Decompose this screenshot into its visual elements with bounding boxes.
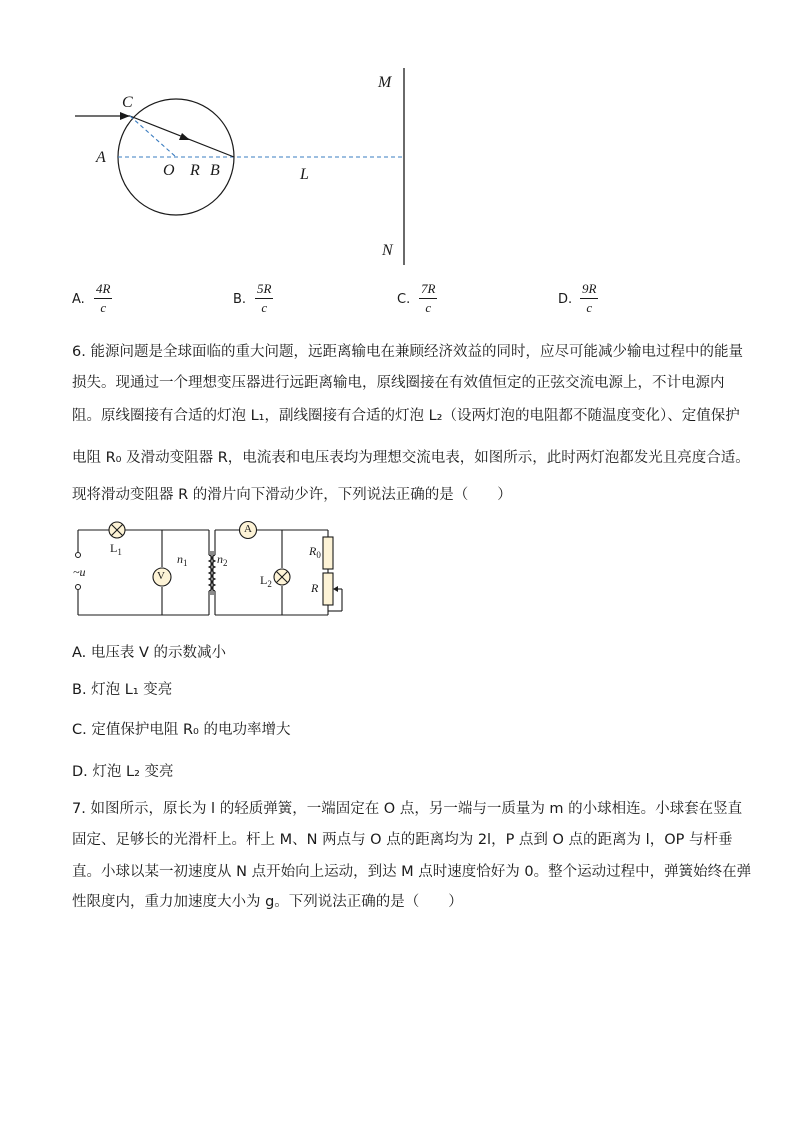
label-l: L [300, 166, 309, 183]
q6-line-5: 现将滑动变阻器 R 的滑片向下滑动少许，下列说法正确的是（ ） [72, 487, 512, 503]
label-n: N [382, 242, 393, 259]
voltmeter-label: V [157, 570, 165, 582]
q5-option-b-den: c [261, 300, 268, 315]
q5-option-b-num: 5R [255, 281, 273, 299]
refracted-arrow [179, 133, 190, 140]
q5-option-c-fraction [419, 281, 437, 316]
q5-option-b-fraction [255, 281, 273, 316]
q6-option-d: D. 灯泡 L₂ 变亮 [72, 764, 174, 780]
label-o: O [163, 162, 175, 179]
q7-line-3: 直。小球以某一初速度从 N 点开始向上运动，到达 M 点时速度恰好为 0。整个运动过程中，弹簧始终在弹 [72, 864, 752, 880]
label-b: B [210, 162, 220, 179]
q6-option-b: B. 灯泡 L₁ 变亮 [72, 682, 173, 698]
rheostat-r [323, 573, 333, 605]
q6-option-a: A. 电压表 V 的示数减小 [72, 645, 227, 661]
circuit-label-u: ~u [73, 565, 86, 579]
normal-line [130, 116, 176, 157]
circuit-label-l1 [110, 541, 122, 557]
q7-line-4: 性限度内，重力加速度大小为 g。下列说法正确的是（ ） [72, 894, 463, 910]
q5-option-d-den: c [586, 300, 593, 315]
q5-option-d-fraction [580, 281, 598, 316]
n2-sub: 2 [223, 558, 228, 568]
q5-option-a-letter: A. [72, 292, 85, 307]
rheostat-slider-arrow [333, 586, 338, 592]
r0-sub: 0 [316, 550, 321, 560]
circuit-label-n1 [177, 552, 188, 568]
q6-option-c: C. 定值保护电阻 R₀ 的电功率增大 [72, 722, 291, 738]
lamp-l1-symbol [109, 522, 125, 538]
q5-option-b-letter: B. [233, 292, 247, 307]
q7-line-2: 固定、足够长的光滑杆上。杆上 M、N 两点与 O 点的距离均为 2l，P 点到 O 点的距离为 l，OP 与杆垂 [72, 832, 733, 848]
q5-option-d-num: 9R [580, 281, 598, 299]
ammeter-label: A [244, 523, 252, 535]
optics-diagram [60, 60, 420, 270]
circuit-diagram [70, 515, 360, 623]
l2-letter: L [260, 573, 268, 587]
q5-option-c-letter: C. [397, 292, 411, 307]
label-r: R [190, 162, 200, 179]
label-a: A [96, 149, 106, 166]
terminal-top [76, 553, 81, 558]
q6-line-1: 6. 能源问题是全球面临的重大问题，远距离输电在兼顾经济效益的同时，应尽可能减少输电过程中的能量 [72, 344, 743, 360]
circuit-label-n2 [217, 552, 228, 568]
q5-option-a-fraction [94, 281, 112, 316]
circuit-figure [70, 515, 360, 623]
lamp-l2-symbol [274, 569, 290, 585]
terminal-bottom [76, 585, 81, 590]
q5-option-d-letter: D. [558, 292, 573, 307]
q6-line-3: 阻。原线圈接有合适的灯泡 L₁，副线圈接有合适的灯泡 L₂（设两灯泡的电阻都不随温度变化）、定值保护 [72, 408, 740, 424]
circuit-label-r: R [311, 581, 319, 595]
n1-sub: 1 [183, 558, 188, 568]
q6-line-2: 损失。现通过一个理想变压器进行远距离输电，原线圈接在有效值恒定的正弦交流电源上，不计电源内 [72, 375, 725, 391]
incident-arrow [120, 112, 130, 120]
n1-letter: n [177, 552, 183, 566]
q6-line-4: 电阻 R₀ 及滑动变阻器 R，电流表和电压表均为理想交流电表，如图所示，此时两灯泡都发光且亮度合适。 [72, 450, 750, 466]
n2-letter: n [217, 552, 223, 566]
label-m: M [378, 74, 392, 91]
r0-letter: R [309, 544, 317, 558]
q7-line-1: 7. 如图所示，原长为 l 的轻质弹簧，一端固定在 O 点，另一端与一质量为 m 的小球相连。小球套在竖直 [72, 801, 743, 817]
l2-sub: 2 [267, 579, 272, 589]
l1-sub: 1 [117, 547, 122, 557]
q5-option-c-num: 7R [419, 281, 437, 299]
label-c: C [122, 94, 133, 111]
q5-option-a-den: c [100, 300, 107, 315]
resistor-r0 [323, 537, 333, 569]
circuit-label-l2 [260, 573, 272, 589]
circuit-label-r0 [309, 544, 321, 560]
l1-letter: L [110, 541, 118, 555]
q5-option-a-num: 4R [94, 281, 112, 299]
optics-figure [60, 60, 420, 270]
q5-option-c-den: c [425, 300, 432, 315]
